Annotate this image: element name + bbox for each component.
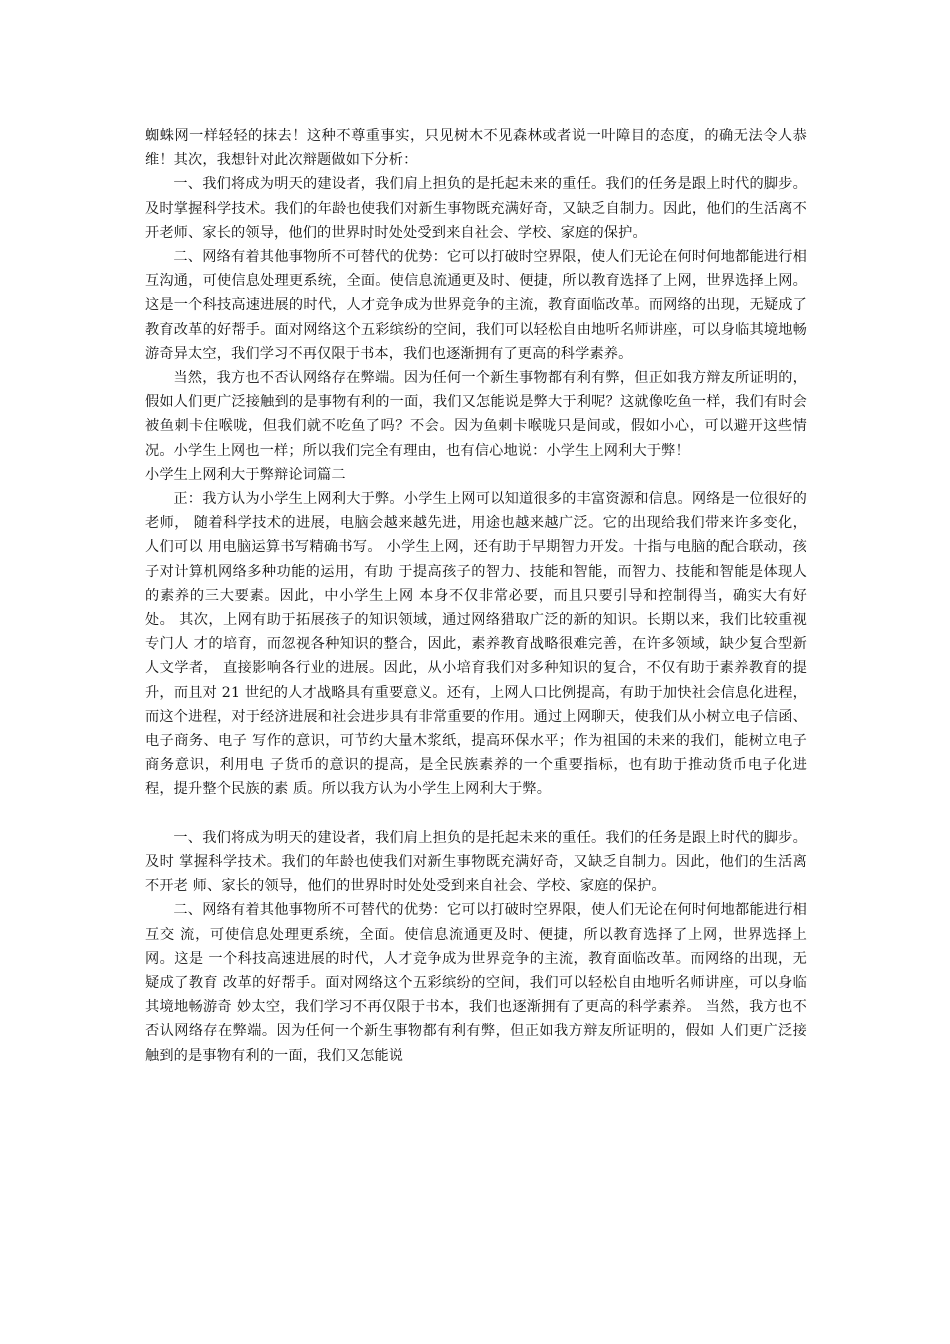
paragraph-point-two: 二、网络有着其他事物所不可替代的优势：它可以打破时空界限，使人们无论在何时何地都能进行相互沟通，可使信息处理更系统，全面。使信息流通更及时、便捷，所以教育选择了上网，世界选择上网。这是一个科技高速进展的时代，人才竞争成为世界竞争的主流，教育面临改革。而网络的出现，无疑成了教育改革的好帮手。面对网络这个五彩缤纷的空间，我们可以轻松自由地听名师讲座，可以身临其境地畅游奇异太空，我们学习不再仅限于书本，我们也逐渐拥有了更高的科学素养。 [145,249,807,362]
paragraph-point-two-repeat: 二、网络有着其他事物所不可替代的优势：它可以打破时空界限，使人们无论在何时何地都能进行相互交 流，可使信息处理更系统，全面。使信息流通更及时、便捷，所以教育选择了上网，世界选择上网。这是 一个科技高速进展的时代，人才竞争成为世界竞争的主流，教育面临改革。而网络的出现，无疑成了教育 改革的好帮手。面对网络这个五彩缤纷的空间，我们可以轻松自由地听名师讲座，可以身临其境地畅游奇 妙太空，我们学习不再仅限于书本，我们也逐渐拥有了更高的科学素养。 当然，我方也不否认网络存在弊端。因为任何一个新生事物都有利有弊，但正如我方辩友所证明的，假如 人们更广泛接触到的是事物有利的一面，我们又怎能说 [145,902,807,1064]
paragraph-conclusion: 当然，我方也不否认网络存在弊端。因为任何一个新生事物都有利有弊，但正如我方辩友所证明的，假如人们更广泛接触到的是事物有利的一面，我们又怎能说是弊大于利呢？这就像吃鱼一样，我们有时会被鱼刺卡住喉咙，但我们就不吃鱼了吗？不会。因为鱼刺卡喉咙只是间或，假如小心，可以避开这些情况。小学生上网也一样；所以我们完全有理由，也有信心地说：小学生上网利大于弊！ [145,370,807,459]
section-heading: 小学生上网利大于弊辩论词篇二 [145,466,346,483]
paragraph-point-one-repeat: 一、我们将成为明天的建设者，我们肩上担负的是托起未来的重任。我们的任务是跟上时代的脚步。及时 掌握科学技术。我们的年龄也使我们对新生事物既充满好奇，又缺乏自制力。因此，他们的生活离不开老 师、家长的领导，他们的世界时时处处受到来自社会、学校、家庭的保护。 [145,829,807,895]
paragraph-intro-continuation: 蜘蛛网一样轻轻的抹去！这种不尊重事实，只见树木不见森林或者说一叶障目的态度，的确无法令人恭维！其次，我想针对此次辩题做如下分析： [145,128,807,169]
document-page [145,124,807,1068]
paragraph-affirmative-argument: 正：我方认为小学生上网利大于弊。小学生上网可以知道很多的丰富资源和信息。网络是一位很好的老师， 随着科学技术的进展，电脑会越来越先进，用途也越来越广泛。它的出现给我们带来许多变化，人们可以 用电脑运算书写精确书写。 小学生上网，还有助于早期智力开发。十指与电脑的配合联动，孩子对计算机网络多种功能的运用，有助 于提高孩子的智力、技能和智能，而智力、技能和智能是体现人的素养的三大要素。因此，中小学生上网 本身不仅非常必要，而且只要引导和控制得当，确实大有好处。 其次，上网有助于拓展孩子的知识领域，通过网络猎取广泛的新的知识。长期以来，我们比较重视专门人 才的培育，而忽视各种知识的整合，因此，素养教育战略很难完善，在许多领域，缺少复合型新人文学者， 直接影响各行业的进展。因此，从小培育我们对多种知识的复合，不仅有助于素养教育的提升，而且对 21 世纪的人才战略具有重要意义。还有，上网人口比例提高，有助于加快社会信息化进程，而这个进程，对于经济进展和社会进步具有非常重要的作用。通过上网聊天，使我们从小树立电子信函、电子商务、电子 写作的意识，可节约大量木浆纸，提高环保水平；作为祖国的未来的我们，能树立电子商务意识，利用电 子货币的意识的提高，是全民族素养的一个重要指标，也有助于推动货币电子化进程，提升整个民族的素 质。所以我方认为小学生上网利大于弊。 [145,491,807,798]
blank-line [145,802,807,826]
paragraph-point-one: 一、我们将成为明天的建设者，我们肩上担负的是托起未来的重任。我们的任务是跟上时代的脚步。及时掌握科学技术。我们的年龄也使我们对新生事物既充满好奇，又缺乏自制力。因此，他们的生活离不开老师、家长的领导，他们的世界时时处处受到来自社会、学校、家庭的保护。 [145,176,807,241]
